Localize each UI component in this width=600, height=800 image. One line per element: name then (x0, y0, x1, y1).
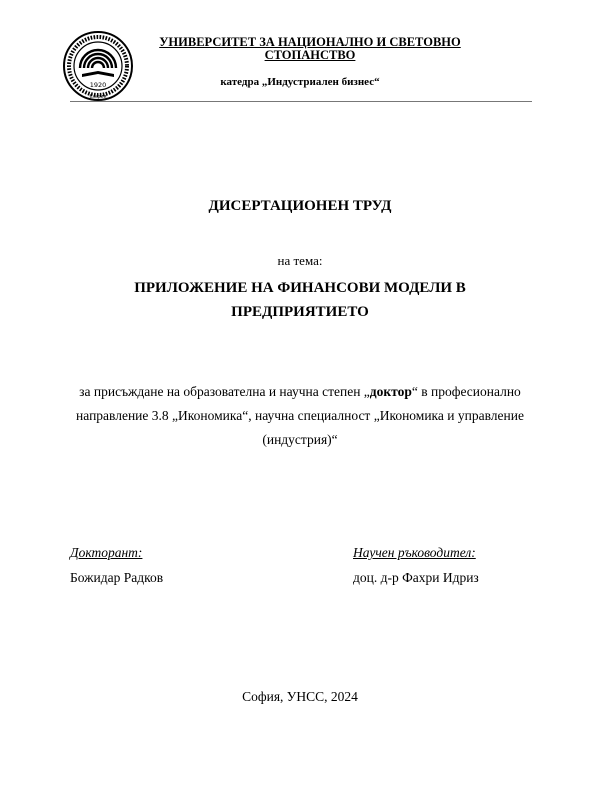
university-name (140, 36, 480, 62)
document-title: ДИСЕРТАЦИОНЕН ТРУД (208, 198, 392, 214)
purpose-line2: направление 3.8 „Икономика“, научна специалност „Икономика и управление (76, 408, 524, 423)
degree-purpose (62, 380, 538, 452)
place-and-year: София, УНСС, 2024 (242, 689, 358, 704)
subject-label: на тема: (277, 253, 323, 268)
degree-name: доктор (369, 384, 412, 399)
dissertation-topic (0, 276, 600, 324)
supervisor-name: доц. д-р Фахри Идриз (353, 570, 479, 585)
doctoral-student-name: Божидар Радков (70, 570, 164, 585)
logo-city: София (89, 94, 107, 100)
university-name-line2: СТОПАНСТВО (264, 48, 356, 62)
university-seal-icon (62, 30, 134, 102)
purpose-prefix: за присъждане на образователна и научна степен „ (79, 384, 370, 399)
purpose-line1 (62, 380, 538, 404)
topic-line1: ПРИЛОЖЕНИЕ НА ФИНАНСОВИ МОДЕЛИ В (134, 280, 466, 296)
department-name: катедра „Индустриален бизнес“ (220, 76, 380, 88)
university-name-line1: УНИВЕРСИТЕТ ЗА НАЦИОНАЛНО И СВЕТОВНО (159, 35, 461, 49)
supervisor-label: Научен ръководител: (353, 545, 476, 560)
doctoral-student-label: Докторант: (70, 545, 143, 560)
university-logo (62, 30, 134, 102)
logo-year: 1920 (89, 81, 107, 89)
topic-line2: ПРЕДПРИЯТИЕТО (231, 304, 369, 320)
header-divider (70, 101, 532, 102)
purpose-line3: (индустрия)“ (262, 432, 338, 447)
purpose-line1-suffix: “ в професионално (411, 384, 521, 399)
